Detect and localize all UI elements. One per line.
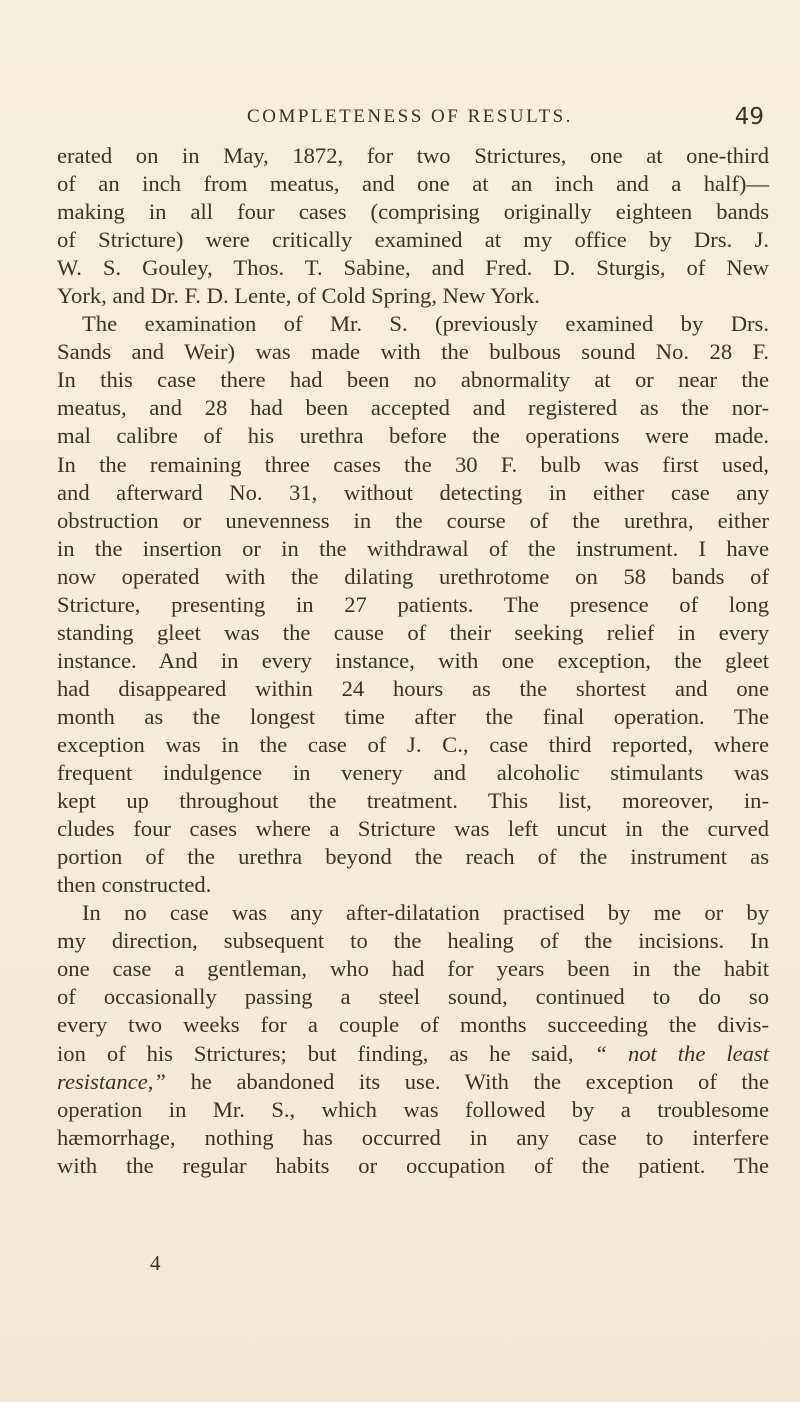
body-text (57, 142, 769, 1180)
signature-mark: 4 (150, 1251, 161, 1275)
text-line: standing gleet was the cause of their seeking relief in every (57, 619, 769, 645)
text-line: one case a gentleman, who had for years been in the habit (57, 956, 769, 982)
running-head (56, 106, 764, 136)
text-line: every two weeks for a couple of months succeeding the divis- (57, 1012, 769, 1038)
text-line: In the remaining three cases the 30 F. bulb was first used, (57, 451, 769, 477)
text-line: In this case there had been no abnormality at or near the (57, 367, 769, 393)
text-line: exception was in the case of J. C., case third reported, where (57, 731, 769, 757)
text-line: month as the longest time after the final operation. The (57, 703, 769, 729)
text-line: instance. And in every instance, with one exception, the gleet (57, 647, 769, 673)
italic-quote: resistance,” (57, 1068, 166, 1094)
text-line: obstruction or unevenness in the course of the urethra, either (57, 507, 769, 533)
text-line: hæmorrhage, nothing has occurred in any case to interfere (57, 1124, 769, 1150)
text-line: portion of the urethra beyond the reach of the instrument as (57, 844, 769, 870)
text-line: and afterward No. 31, without detecting in either case any (57, 479, 769, 505)
text-line: now operated with the dilating urethrotome on 58 bands of (57, 563, 769, 589)
text-line: mal calibre of his urethra before the operations were made. (57, 423, 769, 449)
text-segment: ion of his Strictures; but finding, as he said, (57, 1040, 574, 1066)
text-line: Stricture, presenting in 27 patients. The presence of long (57, 591, 769, 617)
text-line: had disappeared within 24 hours as the shortest and one (57, 675, 769, 701)
text-line (57, 1068, 769, 1096)
text-line: W. S. Gouley, Thos. T. Sabine, and Fred. D. Sturgis, of New (57, 255, 769, 281)
text-line: then constructed. (57, 872, 212, 898)
text-line: of occasionally passing a steel sound, continued to do so (57, 984, 769, 1010)
text-line: The examination of Mr. S. (previously examined by Drs. (82, 311, 769, 337)
text-line: frequent indulgence in venery and alcoholic stimulants was (57, 760, 769, 786)
text-line: in the insertion or in the withdrawal of the instrument. I have (57, 535, 769, 561)
running-title: COMPLETENESS OF RESULTS. (247, 106, 573, 127)
text-line: In no case was any after-dilatation practised by me or by (82, 900, 769, 926)
text-line: erated on in May, 1872, for two Strictures, one at one-third (57, 143, 769, 168)
text-line: Sands and Weir) was made with the bulbous sound No. 28 F. (57, 339, 769, 365)
text-line: cludes four cases where a Stricture was left uncut in the curved (57, 816, 769, 842)
text-line: kept up throughout the treatment. This list, moreover, in- (57, 788, 769, 814)
text-line: York, and Dr. F. D. Lente, of Cold Spring, New York. (57, 283, 540, 309)
page-number: 49 (734, 104, 764, 130)
text-line: of Stricture) were critically examined at my office by Drs. J. (57, 227, 769, 253)
text-line: meatus, and 28 had been accepted and registered as the nor- (57, 395, 769, 421)
text-line: making in all four cases (comprising originally eighteen bands (57, 199, 769, 225)
text-segment: he abandoned its use. With the exception of the (190, 1068, 769, 1094)
text-line: with the regular habits or occupation of the patient. The (57, 1152, 769, 1178)
text-line: of an inch from meatus, and one at an inch and a half)— (57, 171, 769, 197)
italic-quote: “ not the least (594, 1040, 769, 1066)
text-line: my direction, subsequent to the healing of the incisions. In (57, 928, 769, 954)
text-line: operation in Mr. S., which was followed by a troublesome (57, 1096, 769, 1122)
text-line (57, 1040, 769, 1068)
